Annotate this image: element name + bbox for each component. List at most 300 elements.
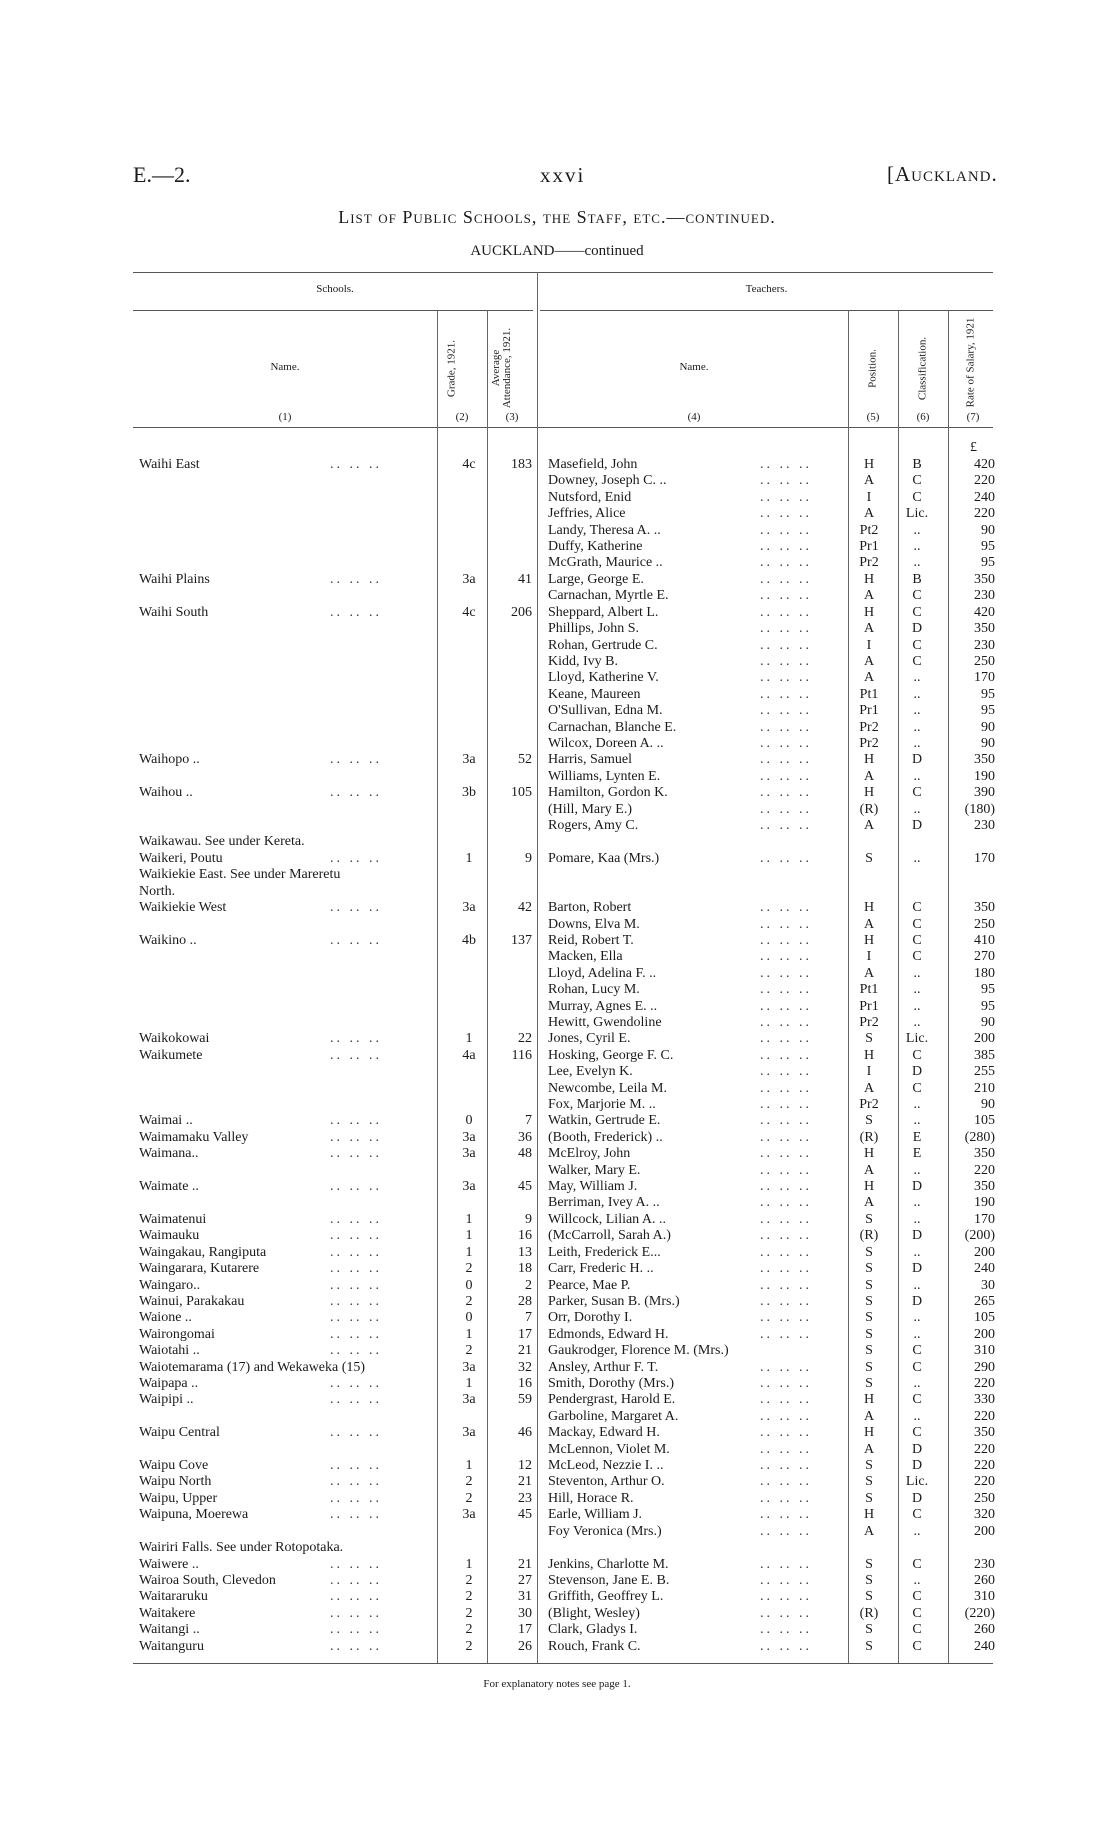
teacher-position: S bbox=[865, 1359, 873, 1375]
leader-dots: .. .. .. bbox=[760, 818, 812, 834]
school-name: Waipu North bbox=[139, 1474, 212, 1490]
leader-dots: .. .. .. bbox=[330, 1638, 382, 1654]
salary-rate: 420 bbox=[974, 457, 995, 472]
teacher-name: May, William J. bbox=[548, 1179, 638, 1195]
school-grade: 2 bbox=[465, 1293, 473, 1309]
teacher-classification: C bbox=[912, 653, 922, 669]
teacher-classification: .. bbox=[913, 1113, 921, 1129]
leader-dots: .. .. .. bbox=[760, 637, 812, 653]
leader-dots: .. .. .. bbox=[330, 1179, 382, 1195]
average-attendance: 27 bbox=[518, 1572, 532, 1588]
footer-note: For explanatory notes see page 1. bbox=[483, 1678, 631, 1690]
school-grade: 1 bbox=[465, 1326, 473, 1342]
leader-dots: .. .. .. bbox=[760, 1277, 812, 1293]
teacher-name: Sheppard, Albert L. bbox=[548, 604, 659, 620]
teacher-name: Downey, Joseph C. .. bbox=[548, 473, 667, 489]
leader-dots: .. .. .. bbox=[760, 489, 812, 505]
teacher-classification: .. bbox=[913, 555, 921, 571]
leader-dots: .. .. .. bbox=[330, 1047, 382, 1063]
school-name: Waikino .. bbox=[139, 932, 197, 948]
leader-dots: .. .. .. bbox=[330, 1129, 382, 1145]
teacher-classification: .. bbox=[913, 539, 921, 555]
average-attendance: 9 bbox=[525, 1211, 532, 1227]
teacher-name: Reid, Robert T. bbox=[548, 932, 634, 948]
school-grade: 0 bbox=[465, 1277, 473, 1293]
teacher-name: McElroy, John bbox=[548, 1146, 631, 1162]
teacher-classification: Lic. bbox=[905, 506, 929, 522]
salary-rate: 260 bbox=[974, 1622, 995, 1638]
salary-rate: 200 bbox=[974, 1326, 995, 1342]
school-name: Waikokowai bbox=[139, 1031, 210, 1047]
leader-dots: .. .. .. bbox=[760, 1097, 812, 1113]
average-attendance: 30 bbox=[518, 1605, 532, 1621]
salary-rate: 330 bbox=[974, 1392, 995, 1408]
leader-dots: .. .. .. bbox=[760, 932, 812, 948]
classification-header: Classification. bbox=[916, 336, 929, 401]
table-row bbox=[0, 1376, 1114, 1392]
leader-dots: .. .. .. bbox=[760, 1622, 812, 1638]
table-row bbox=[0, 1491, 1114, 1507]
table-row bbox=[0, 982, 1114, 998]
teacher-classification: .. bbox=[913, 1162, 921, 1178]
salary-rate: 255 bbox=[974, 1064, 995, 1080]
table-row bbox=[0, 1327, 1114, 1343]
table-row bbox=[0, 555, 1114, 571]
table-row bbox=[0, 1081, 1114, 1097]
teacher-classification: C bbox=[912, 1638, 922, 1654]
average-attendance: 17 bbox=[518, 1622, 532, 1638]
teacher-classification: E bbox=[912, 1146, 922, 1162]
teacher-name: Harris, Samuel bbox=[548, 752, 632, 768]
salary-rate: 90 bbox=[981, 1014, 995, 1030]
average-attendance: 21 bbox=[518, 1556, 532, 1572]
leader-dots: .. .. .. bbox=[330, 1376, 382, 1391]
teacher-name: Ansley, Arthur F. T. bbox=[548, 1359, 659, 1375]
table-row bbox=[0, 1573, 1114, 1589]
col-number-7: (7) bbox=[966, 411, 980, 423]
teacher-position: A bbox=[863, 1441, 875, 1457]
teacher-position: S bbox=[865, 1211, 873, 1227]
salary-rate: 350 bbox=[974, 1179, 995, 1195]
teacher-position: H bbox=[863, 571, 875, 587]
teacher-name: Gaukrodger, Florence M. (Mrs.) bbox=[548, 1343, 729, 1359]
teacher-name: (Booth, Frederick) .. bbox=[548, 1129, 663, 1145]
teacher-position: (R) bbox=[859, 801, 879, 817]
leader-dots: .. .. .. bbox=[330, 1474, 382, 1490]
leader-dots: .. .. .. bbox=[760, 900, 812, 916]
teacher-name: Smith, Dorothy (Mrs.) bbox=[548, 1376, 674, 1391]
salary-rate: (280) bbox=[964, 1129, 995, 1145]
average-attendance: 9 bbox=[525, 850, 532, 866]
currency-symbol: £ bbox=[970, 440, 977, 455]
salary-rate: 95 bbox=[981, 686, 995, 702]
school-grade: 1 bbox=[465, 1458, 473, 1474]
leader-dots: .. .. .. bbox=[330, 1556, 382, 1572]
teacher-classification: .. bbox=[913, 1195, 921, 1211]
salary-rate: 220 bbox=[974, 1376, 995, 1391]
teacher-classification: .. bbox=[913, 1376, 921, 1391]
teacher-position: H bbox=[863, 1392, 875, 1408]
school-name: Waihi Plains bbox=[139, 571, 210, 587]
teacher-position: A bbox=[863, 1523, 875, 1539]
table-row bbox=[0, 818, 1114, 834]
school-grade: 3a bbox=[462, 1179, 476, 1195]
school-grade: 2 bbox=[465, 1589, 473, 1605]
teacher-name: (Blight, Wesley) bbox=[548, 1605, 640, 1621]
table-row bbox=[0, 1245, 1114, 1261]
salary-rate: 210 bbox=[974, 1080, 995, 1096]
leader-dots: .. .. .. bbox=[760, 965, 812, 981]
average-attendance: 13 bbox=[518, 1244, 532, 1260]
salary-rate: 250 bbox=[974, 1490, 995, 1506]
leader-dots: .. .. .. bbox=[760, 1162, 812, 1178]
table-row bbox=[0, 1310, 1114, 1326]
average-attendance: 22 bbox=[518, 1031, 532, 1047]
teacher-position: H bbox=[863, 752, 875, 768]
table-row bbox=[0, 1212, 1114, 1228]
school-grade: 2 bbox=[465, 1622, 473, 1638]
teacher-classification: D bbox=[911, 1261, 923, 1277]
salary-rate: 220 bbox=[974, 506, 995, 522]
school-name: Waihopo .. bbox=[139, 752, 200, 768]
teacher-classification: .. bbox=[913, 982, 921, 998]
teacher-position: (R) bbox=[859, 1605, 879, 1621]
teacher-position: I bbox=[866, 1064, 872, 1080]
table-row bbox=[0, 1228, 1114, 1244]
table-row bbox=[0, 1540, 1114, 1556]
leader-dots: .. .. .. bbox=[760, 1326, 812, 1342]
average-attendance: 21 bbox=[518, 1343, 532, 1359]
school-name: Wairiri Falls. See under Rotopotaka. bbox=[139, 1540, 344, 1556]
teacher-name: Rohan, Lucy M. bbox=[548, 982, 640, 998]
col-number-1: (1) bbox=[278, 411, 292, 423]
average-attendance: 21 bbox=[518, 1474, 532, 1490]
teacher-name: Lloyd, Katherine V. bbox=[548, 670, 659, 686]
teacher-position: Pt1 bbox=[859, 686, 879, 702]
teacher-name: Downs, Elva M. bbox=[548, 916, 640, 932]
teacher-classification: .. bbox=[913, 735, 921, 751]
teacher-name: Carnachan, Blanche E. bbox=[548, 719, 677, 735]
salary-rate: 190 bbox=[974, 1195, 995, 1211]
table-row bbox=[0, 752, 1114, 768]
school-name: Waitanguru bbox=[139, 1638, 204, 1654]
teacher-classification: C bbox=[912, 932, 922, 948]
leader-dots: .. .. .. bbox=[330, 1326, 382, 1342]
teacher-classification: C bbox=[912, 1080, 922, 1096]
table-row bbox=[0, 785, 1114, 801]
leader-dots: .. .. .. bbox=[760, 1572, 812, 1588]
average-attendance: 48 bbox=[518, 1146, 532, 1162]
teacher-classification: .. bbox=[913, 1244, 921, 1260]
teacher-classification: C bbox=[912, 1047, 922, 1063]
leader-dots: .. .. .. bbox=[330, 1425, 382, 1441]
schools-group-header: Schools. bbox=[316, 283, 354, 295]
school-name-header: Name. bbox=[270, 361, 300, 373]
teacher-position: S bbox=[865, 1261, 873, 1277]
salary-rate: 250 bbox=[974, 653, 995, 669]
col-number-5: (5) bbox=[866, 411, 880, 423]
leader-dots: .. .. .. bbox=[760, 1129, 812, 1145]
teacher-position: Pr2 bbox=[859, 1097, 879, 1113]
table-row bbox=[0, 834, 1114, 850]
school-grade: 2 bbox=[465, 1638, 473, 1654]
leader-dots: .. .. .. bbox=[330, 1261, 382, 1277]
salary-rate: 170 bbox=[974, 670, 995, 686]
average-attendance: 36 bbox=[518, 1129, 532, 1145]
teacher-position: H bbox=[863, 604, 875, 620]
teacher-position: (R) bbox=[859, 1129, 879, 1145]
teacher-position: S bbox=[865, 1490, 873, 1506]
teacher-classification: C bbox=[912, 785, 922, 801]
teacher-position: S bbox=[865, 1622, 873, 1638]
teacher-classification: C bbox=[912, 1507, 922, 1523]
school-grade: 4b bbox=[462, 932, 476, 948]
teacher-classification: C bbox=[912, 1605, 922, 1621]
average-attendance: 31 bbox=[518, 1589, 532, 1605]
leader-dots: .. .. .. bbox=[760, 735, 812, 751]
school-grade: 2 bbox=[465, 1474, 473, 1490]
average-attendance: 45 bbox=[518, 1179, 532, 1195]
school-name: Waimai .. bbox=[139, 1113, 193, 1129]
school-name: Waingarara, Kutarere bbox=[139, 1261, 260, 1277]
salary-rate: 220 bbox=[974, 1441, 995, 1457]
school-grade: 2 bbox=[465, 1605, 473, 1621]
teacher-position: Pr2 bbox=[859, 735, 879, 751]
teacher-classification: D bbox=[911, 1179, 923, 1195]
salary-rate: 350 bbox=[974, 1146, 995, 1162]
school-grade: 3a bbox=[462, 900, 476, 916]
salary-rate: 290 bbox=[974, 1359, 995, 1375]
school-name: Waingakau, Rangiputa bbox=[139, 1244, 267, 1260]
leader-dots: .. .. .. bbox=[330, 1605, 382, 1621]
table-row bbox=[0, 638, 1114, 654]
leader-dots: .. .. .. bbox=[760, 1261, 812, 1277]
leader-dots: .. .. .. bbox=[760, 1556, 812, 1572]
teacher-position: Pr2 bbox=[859, 555, 879, 571]
table-row bbox=[0, 1261, 1114, 1277]
page-ref: E.—2. bbox=[133, 162, 191, 187]
leader-dots: .. .. .. bbox=[760, 457, 812, 472]
teacher-name: Watkin, Gertrude E. bbox=[548, 1113, 661, 1129]
school-grade: 1 bbox=[465, 1244, 473, 1260]
leader-dots: .. .. .. bbox=[760, 1310, 812, 1326]
school-grade: 2 bbox=[465, 1343, 473, 1359]
leader-dots: .. .. .. bbox=[330, 604, 382, 620]
teacher-classification: C bbox=[912, 1392, 922, 1408]
table-row bbox=[0, 588, 1114, 604]
leader-dots: .. .. .. bbox=[760, 473, 812, 489]
teacher-name: Hosking, George F. C. bbox=[548, 1047, 674, 1063]
table-row bbox=[0, 1179, 1114, 1195]
average-attendance: 7 bbox=[525, 1310, 532, 1326]
leader-dots: .. .. .. bbox=[760, 1047, 812, 1063]
salary-rate: 30 bbox=[981, 1277, 995, 1293]
teacher-name: Large, George E. bbox=[548, 571, 644, 587]
school-name: Waitakere bbox=[139, 1605, 196, 1621]
teacher-classification: B bbox=[912, 571, 922, 587]
school-grade: 3a bbox=[462, 1425, 476, 1441]
teacher-position: S bbox=[865, 1244, 873, 1260]
school-grade: 3a bbox=[462, 1359, 476, 1375]
salary-rate: 105 bbox=[974, 1310, 995, 1326]
teacher-position: S bbox=[865, 850, 873, 866]
school-name: Waipapa .. bbox=[139, 1376, 199, 1391]
school-name: Waiotahi .. bbox=[139, 1343, 200, 1359]
teacher-classification: C bbox=[912, 637, 922, 653]
teacher-classification: C bbox=[912, 1589, 922, 1605]
leader-dots: .. .. .. bbox=[330, 1211, 382, 1227]
school-grade: 3a bbox=[462, 1507, 476, 1523]
teacher-name: Phillips, John S. bbox=[548, 621, 640, 637]
school-grade: 1 bbox=[465, 850, 473, 866]
average-attendance: 16 bbox=[518, 1228, 532, 1244]
leader-dots: .. .. .. bbox=[760, 555, 812, 571]
average-attendance: 17 bbox=[518, 1326, 532, 1342]
school-grade: 2 bbox=[465, 1490, 473, 1506]
salary-rate: 260 bbox=[974, 1572, 995, 1588]
table-row bbox=[0, 1113, 1114, 1129]
teacher-classification: .. bbox=[913, 719, 921, 735]
table-row bbox=[0, 1442, 1114, 1458]
teacher-name: Wilcox, Doreen A. .. bbox=[548, 735, 664, 751]
leader-dots: .. .. .. bbox=[760, 522, 812, 538]
salary-rate: 265 bbox=[974, 1293, 995, 1309]
leader-dots: .. .. .. bbox=[760, 1014, 812, 1030]
average-attendance: 137 bbox=[511, 932, 532, 948]
leader-dots: .. .. .. bbox=[330, 1310, 382, 1326]
teacher-position: S bbox=[865, 1556, 873, 1572]
school-name: Waihi South bbox=[139, 604, 209, 620]
school-name: Waitararuku bbox=[139, 1589, 208, 1605]
teacher-classification: .. bbox=[913, 850, 921, 866]
leader-dots: .. .. .. bbox=[760, 604, 812, 620]
table-row bbox=[0, 1474, 1114, 1490]
teacher-name: Nutsford, Enid bbox=[548, 489, 632, 505]
leader-dots: .. .. .. bbox=[760, 1080, 812, 1096]
average-attendance: 28 bbox=[518, 1293, 532, 1309]
table-row bbox=[0, 1343, 1114, 1359]
teacher-name: Pomare, Kaa (Mrs.) bbox=[548, 850, 660, 866]
school-name: Waihi East bbox=[139, 457, 200, 472]
leader-dots: .. .. .. bbox=[760, 1244, 812, 1260]
leader-dots: .. .. .. bbox=[760, 506, 812, 522]
salary-rate: 350 bbox=[974, 1425, 995, 1441]
table-row bbox=[0, 670, 1114, 686]
teacher-position: Pr1 bbox=[859, 998, 879, 1014]
teacher-position: Pr1 bbox=[859, 703, 879, 719]
teacher-name: Rouch, Frank C. bbox=[548, 1638, 641, 1654]
teacher-name: Walker, Mary E. bbox=[548, 1162, 641, 1178]
teacher-position: A bbox=[863, 506, 875, 522]
salary-rate: 90 bbox=[981, 719, 995, 735]
teacher-position: H bbox=[863, 900, 875, 916]
teacher-position: A bbox=[863, 916, 875, 932]
teacher-position: A bbox=[863, 621, 875, 637]
leader-dots: .. .. .. bbox=[760, 719, 812, 735]
school-grade: 0 bbox=[465, 1310, 473, 1326]
teacher-position: A bbox=[863, 965, 875, 981]
teacher-name: Keane, Maureen bbox=[548, 686, 641, 702]
teacher-classification: C bbox=[912, 916, 922, 932]
teacher-position: S bbox=[865, 1458, 873, 1474]
leader-dots: .. .. .. bbox=[330, 1392, 382, 1408]
average-attendance: 2 bbox=[525, 1277, 532, 1293]
teacher-classification: .. bbox=[913, 768, 921, 784]
school-grade: 4c bbox=[462, 457, 476, 472]
average-attendance: 116 bbox=[511, 1047, 532, 1063]
salary-rate: 200 bbox=[974, 1244, 995, 1260]
teacher-classification: B bbox=[912, 457, 922, 472]
teacher-classification: D bbox=[911, 1441, 923, 1457]
table-row bbox=[0, 1031, 1114, 1047]
leader-dots: .. .. .. bbox=[760, 1605, 812, 1621]
table-row bbox=[0, 539, 1114, 555]
school-grade: 3a bbox=[462, 752, 476, 768]
teacher-position: A bbox=[863, 473, 875, 489]
leader-dots: .. .. .. bbox=[760, 1031, 812, 1047]
table-row bbox=[0, 1130, 1114, 1146]
average-attendance: 26 bbox=[518, 1638, 532, 1654]
teacher-classification: .. bbox=[913, 801, 921, 817]
teacher-name: Willcock, Lilian A. .. bbox=[548, 1211, 667, 1227]
teacher-name: Edmonds, Edward H. bbox=[548, 1326, 669, 1342]
school-grade: 1 bbox=[465, 1228, 473, 1244]
salary-rate: (220) bbox=[964, 1605, 995, 1621]
school-name: Waikiekie East. See under Mareretu bbox=[139, 867, 341, 883]
salary-rate: 95 bbox=[981, 998, 995, 1014]
table-row bbox=[0, 1048, 1114, 1064]
leader-dots: .. .. .. bbox=[760, 1113, 812, 1129]
school-name: Waingaro.. bbox=[139, 1277, 201, 1293]
teacher-position: H bbox=[863, 1047, 875, 1063]
table-row bbox=[0, 621, 1114, 637]
salary-rate: 230 bbox=[974, 1556, 995, 1572]
leader-dots: .. .. .. bbox=[330, 1146, 382, 1162]
salary-rate: 310 bbox=[974, 1589, 995, 1605]
salary-rate: 250 bbox=[974, 916, 995, 932]
leader-dots: .. .. .. bbox=[330, 900, 382, 916]
teacher-name: Landy, Theresa A. .. bbox=[548, 522, 661, 538]
table-row bbox=[0, 720, 1114, 736]
teacher-classification: Lic. bbox=[905, 1474, 929, 1490]
average-attendance: 52 bbox=[518, 752, 532, 768]
teacher-name: Carr, Frederic H. .. bbox=[548, 1261, 654, 1277]
teacher-position: H bbox=[863, 785, 875, 801]
school-grade: 0 bbox=[465, 1113, 473, 1129]
table-row bbox=[0, 687, 1114, 703]
teacher-position: A bbox=[863, 670, 875, 686]
teacher-position: A bbox=[863, 653, 875, 669]
leader-dots: .. .. .. bbox=[330, 752, 382, 768]
teacher-position: S bbox=[865, 1277, 873, 1293]
teacher-position: H bbox=[863, 1179, 875, 1195]
teacher-classification: .. bbox=[913, 998, 921, 1014]
table-row bbox=[0, 473, 1114, 489]
salary-rate: 200 bbox=[974, 1031, 995, 1047]
table-row bbox=[0, 1097, 1114, 1113]
teacher-position: H bbox=[863, 1507, 875, 1523]
average-attendance: 23 bbox=[518, 1490, 532, 1506]
salary-rate: 220 bbox=[974, 1162, 995, 1178]
leader-dots: .. .. .. bbox=[760, 1474, 812, 1490]
teacher-position: A bbox=[863, 818, 875, 834]
leader-dots: .. .. .. bbox=[760, 949, 812, 965]
teacher-classification: C bbox=[912, 604, 922, 620]
salary-rate: 270 bbox=[974, 949, 995, 965]
salary-rate: 420 bbox=[974, 604, 995, 620]
school-name: Wairoa South, Clevedon bbox=[139, 1572, 276, 1588]
salary-header: Rate of Salary, 1921 bbox=[964, 317, 977, 408]
